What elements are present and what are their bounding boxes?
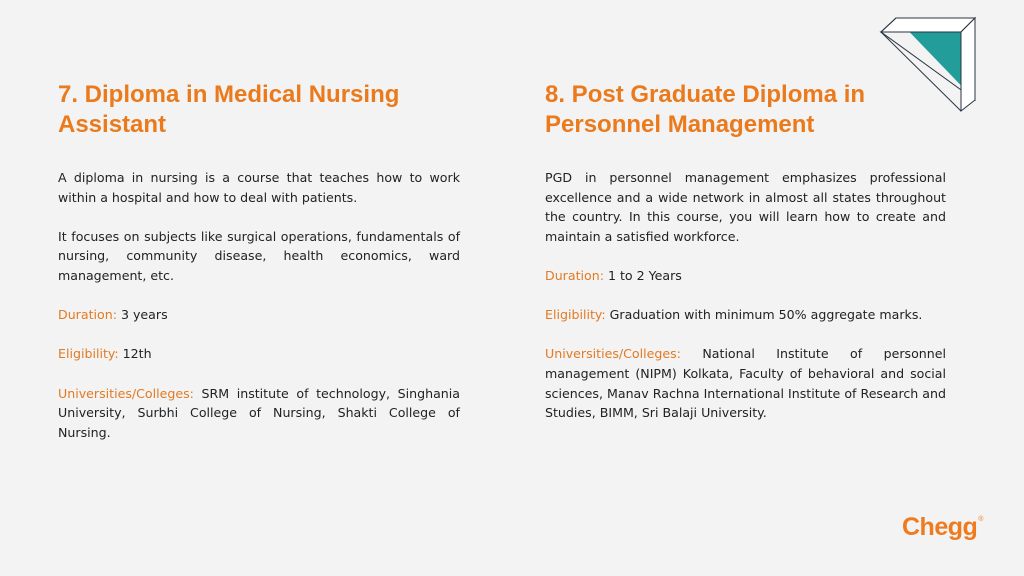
- logo-text: Chegg: [902, 513, 978, 541]
- eligibility-value: Graduation with minimum 50% aggregate marks.: [605, 307, 923, 323]
- course-focus: It focuses on subjects like surgical operations, fundamentals of nursing, community disease, health economics, ward management, etc.: [58, 228, 460, 283]
- eligibility-label: Eligibility:: [545, 307, 606, 323]
- section-body-personnel: [545, 168, 946, 423]
- eligibility-value: 12th: [118, 346, 152, 362]
- duration-row: [545, 266, 946, 286]
- chegg-logo: [902, 513, 983, 542]
- universities-label: Universities/Colleges:: [545, 346, 681, 362]
- duration-label: Duration:: [58, 307, 117, 323]
- duration-row: [58, 305, 460, 325]
- section-body-nursing: [58, 168, 460, 442]
- duration-value: 1 to 2 Years: [603, 267, 682, 283]
- universities-row: [58, 384, 460, 443]
- universities-label: Universities/Colleges:: [58, 385, 194, 401]
- course-section-nursing: [58, 80, 460, 462]
- section-title-personnel: 8. Post Graduate Diploma in Personnel Management: [545, 81, 866, 138]
- course-intro: A diploma in nursing is a course that teaches how to work within a hospital and how to deal with patients.: [58, 170, 460, 205]
- registered-mark: ®: [978, 516, 983, 523]
- universities-value: SRM institute of technology, Singhania University, Surbhi College of Nursing, Shakti College of Nursing.: [58, 385, 460, 440]
- duration-value: 3 years: [116, 307, 168, 323]
- eligibility-label: Eligibility:: [58, 346, 119, 362]
- universities-row: [545, 344, 946, 422]
- duration-label: Duration:: [545, 267, 604, 283]
- universities-value: National Institute of personnel management (NIPM) Kolkata, Faculty of behavioral and social sciences, Manav Rachna International Institute of Research and Studies, BIMM, Sri Balaji University.: [545, 346, 946, 421]
- eligibility-row: [58, 344, 460, 364]
- eligibility-row: [545, 305, 946, 325]
- course-intro: PGD in personnel management emphasizes professional excellence and a wide network in almost all states throughout the country. In this course, you will learn how to create and maintain a satisfied workforce.: [545, 170, 946, 244]
- section-title-nursing: 7. Diploma in Medical Nursing Assistant: [58, 81, 400, 138]
- course-section-personnel: [545, 80, 946, 442]
